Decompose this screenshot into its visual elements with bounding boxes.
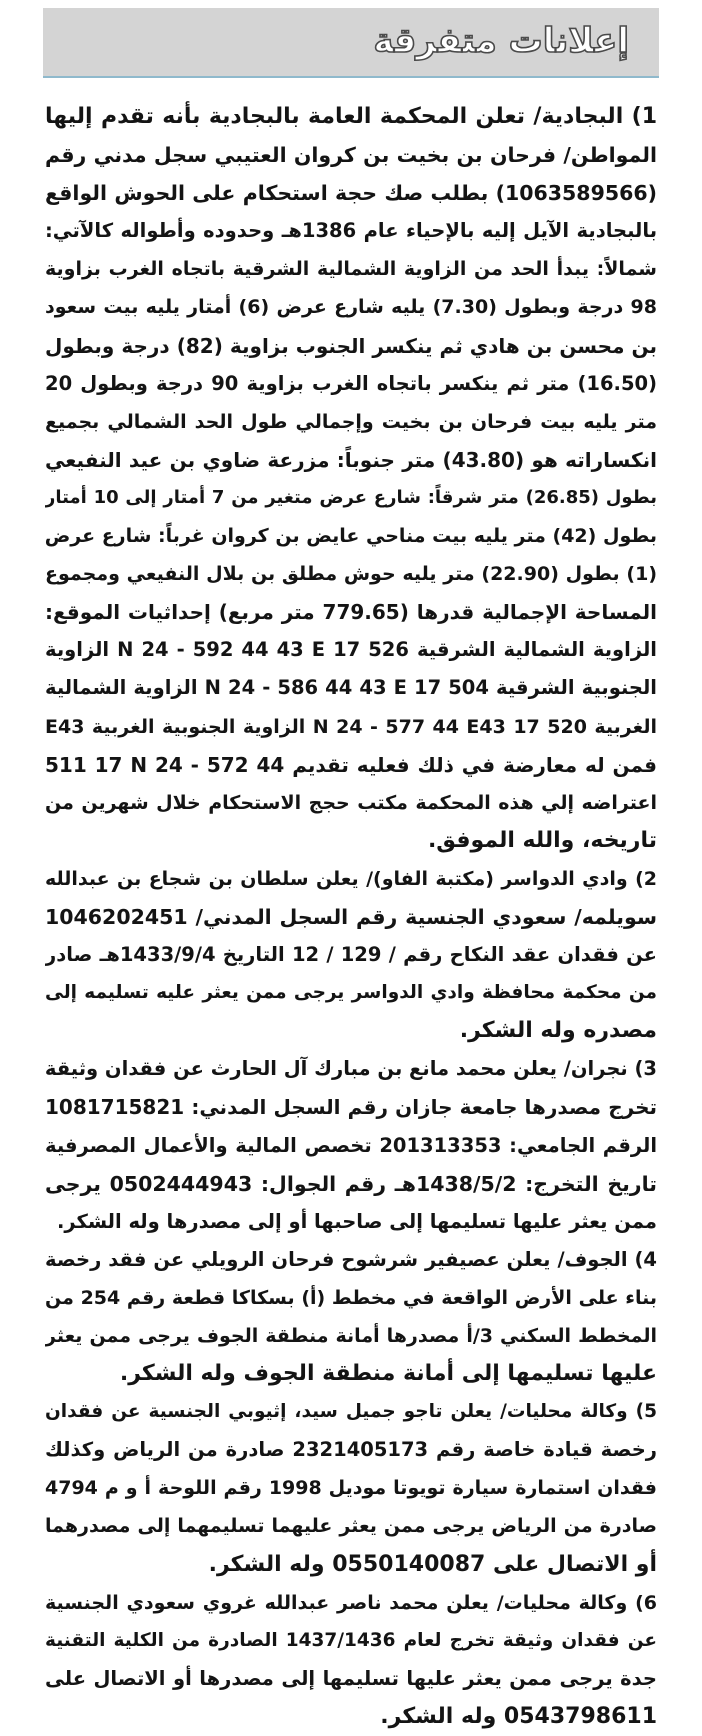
ad-text-line: 4) الجوف/ يعلن عصيفير شرشوح فرحان الرويلي عن فقد رخصة: [45, 1247, 657, 1271]
ad-text-line: (1) بطول (22.90) متر يليه حوش مطلق بن بلال النفيعي ومجموع: [45, 563, 657, 586]
ad-text-line: فقدان استمارة سيارة تويوتا موديل 1998 رقم اللوحة أ و م 4794: [45, 1477, 657, 1500]
ad-text-line: المخطط السكني 3/أ مصدرها أمانة منطقة الجوف يرجى ممن يعثر: [45, 1325, 657, 1347]
classified-ads-body: [45, 98, 657, 1736]
ad-text-line: ممن يعثر عليها تسليمها إلى صاحبها أو إلى مصدرها وله الشكر.: [56, 1209, 657, 1233]
ad-text-line: متر يليه بيت فرحان بن بخيت وإجمالي طول الحد الشمالي بجميع: [45, 410, 657, 433]
ad-item-4: [45, 1241, 657, 1393]
ad-text-line: الرقم الجامعي: 201313353 تخصص المالية والأعمال المصرفية: [45, 1133, 657, 1157]
ad-text-line: رخصة قيادة خاصة رقم 2321405173 صادرة من الرياض وكذلك: [45, 1438, 657, 1462]
ad-item-6: [45, 1584, 657, 1736]
ad-text-line: الغربية 520 17 N 24 - 577 44 E43 الزاوية الجنوبية الغربية E43: [45, 715, 657, 738]
section-header: [43, 8, 659, 78]
ad-text-line: بطول (26.85) متر شرقاً: شارع عرض متغير من 7 أمتار إلى 10 أمتار: [45, 486, 657, 508]
ad-text-line: المساحة الإجمالية قدرها (779.65 متر مربع) إحداثيات الموقع:: [45, 600, 657, 625]
ad-text-line: صادرة من الرياض يرجى ممن يعثر عليهما تسليمهما إلى مصدرهما: [45, 1515, 657, 1538]
ad-text-line: من محكمة محافظة وادي الدواسر يرجى ممن يعثر عليه تسليمه إلى: [45, 982, 657, 1004]
ad-text-line: اعتراضه إلي هذه المحكمة مكتب حجج الاستحكام خلال شهرين من: [45, 791, 657, 814]
ad-text-line: عن فقدان عقد النكاح رقم / 129 / 12 التاريخ 1433/9/4هـ صادر: [45, 943, 657, 967]
section-title: إعلانات متفرقة: [373, 21, 629, 61]
ad-text-line: بالبجادية الآيل إليه بالإحياء عام 1386هـ وحدوده وأطواله كالآتي:: [45, 219, 657, 243]
ad-item-3: [45, 1050, 657, 1240]
ad-text-line: بناء على الأرض الواقعة في مخطط (أ) بسكاكا قطعة رقم 254 من: [45, 1286, 657, 1309]
ad-text-line: الجنوبية الشرقية 504 17 N 24 - 586 44 43 E الزاوية الشمالية: [45, 676, 657, 700]
ad-text-line: 2) وادي الدواسر (مكتبة الفاو)/ يعلن سلطان بن شجاع بن عبدالله: [45, 867, 657, 890]
ad-text-line: 1) البجادية/ تعلن المحكمة العامة بالبجادية بأنه تقدم إليها: [45, 104, 657, 129]
ad-text-line: (16.50) متر ثم ينكسر باتجاه الغرب بزاوية 90 درجة وبطول 20: [45, 371, 657, 395]
ad-text-line: 6) وكالة محليات/ يعلن محمد ناصر عبدالله غروي سعودي الجنسية: [45, 1591, 657, 1614]
ad-text-line: سويلمه/ سعودي الجنسية رقم السجل المدني/ 1046202451: [45, 904, 657, 929]
ad-text-line: الزاوية الشمالية الشرقية 526 17 N 24 - 592 44 43 E الزاوية: [45, 638, 657, 662]
ad-text-line: بطول (42) متر يليه بيت مناحي عايض بن كروان غرباً: شارع عرض: [45, 525, 657, 548]
ad-text-line: مصدره وله الشكر.: [459, 1018, 657, 1044]
ad-item-1: [45, 98, 657, 860]
ad-text-line: عليها تسليمها إلى أمانة منطقة الجوف وله الشكر.: [119, 1361, 657, 1387]
ad-item-2: [45, 860, 657, 1050]
ad-text-line: 0543798611 وله الشكر.: [380, 1703, 657, 1729]
ad-text-line: بن محسن بن هادي ثم ينكسر الجنوب بزاوية (82) درجة وبطول: [45, 333, 657, 358]
ad-text-line: عن فقدان وثيقة تخرج لعام 1437/1436 الصادرة من الكلية التقنية: [45, 1629, 657, 1651]
ad-text-line: جدة يرجى ممن يعثر عليها تسليمها إلى مصدرها أو الاتصال على: [45, 1666, 657, 1690]
ad-item-5: [45, 1393, 657, 1583]
ad-text-line: تاريخه، والله الموفق.: [427, 827, 657, 853]
ad-text-line: أو الاتصال على 0550140087 وله الشكر.: [208, 1551, 657, 1577]
ad-text-line: المواطن/ فرحان بن بخيت بن كروان العتيبي سجل مدني رقم: [45, 143, 657, 168]
ad-text-line: 5) وكالة محليات/ يعلن تاجو جميل سيد، إثيوبي الجنسية عن فقدان: [45, 1401, 657, 1423]
ad-text-line: 511 17 N 24 - 572 44 فمن له معارضة في ذلك فعليه تقديم: [45, 752, 657, 777]
ad-text-line: (1063589566) بطلب صك حجة استحكام على الحوش الواقع: [45, 181, 657, 206]
ad-text-line: 3) نجران/ يعلن محمد مانع بن مبارك آل الحارث عن فقدان وثيقة: [45, 1057, 657, 1081]
ad-text-line: تاريخ التخرج: 1438/5/2هـ رقم الجوال: 0502444943 يرجى: [45, 1171, 657, 1196]
ad-text-line: انكساراته هو (43.80) متر جنوباً: مزرعة ضاوي بن عيد النفيعي: [45, 447, 657, 472]
ad-text-line: تخرج مصدرها جامعة جازان رقم السجل المدني: 1081715821: [45, 1095, 657, 1120]
ad-text-line: 98 درجة وبطول (7.30) يليه شارع عرض (6) أمتار يليه بيت سعود: [45, 296, 657, 319]
ad-text-line: شمالاً: يبدأ الحد من الزاوية الشمالية الشرقية باتجاه الغرب بزاوية: [45, 258, 657, 281]
